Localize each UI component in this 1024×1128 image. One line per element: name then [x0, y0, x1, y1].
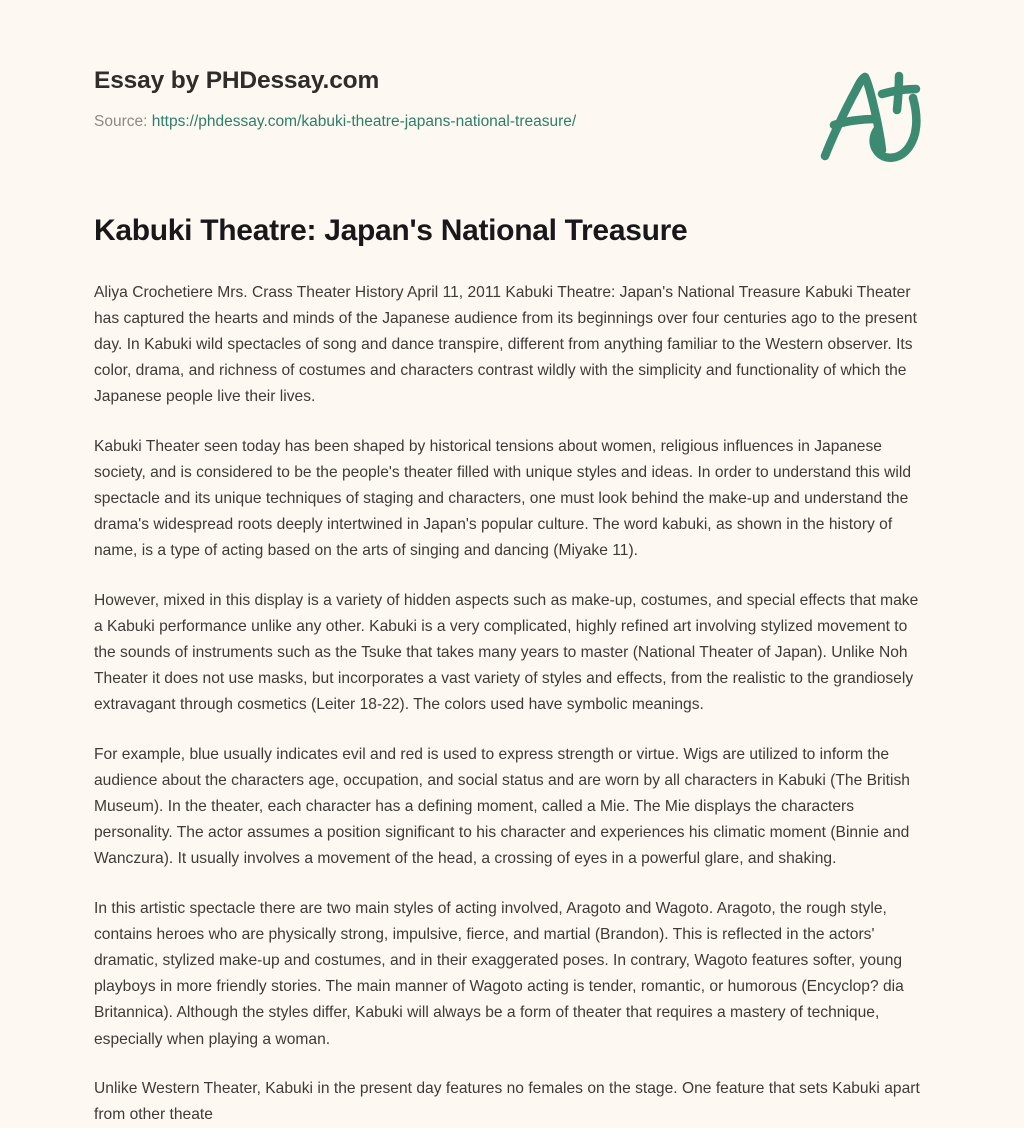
paragraph: For example, blue usually indicates evil and red is used to express strength or virtue. Wigs are utilized to inform the audience about the characters age, occupation, and social status and are worn by all characters in Kabuki (The British Museum). In the theater, each character has a defining moment, called a Mie. The Mie displays the characters personality. The actor assumes a position significant to his character and experiences his climatic moment (Binnie and Wanczura). It usually involves a movement of the head, a crossing of eyes in a powerful glare, and shaking. — [94, 742, 930, 873]
page-title: Kabuki Theatre: Japan's National Treasure — [94, 212, 930, 250]
a-plus-logo-svg — [812, 68, 930, 166]
page-header — [0, 0, 1024, 190]
paragraph: Kabuki Theater seen today has been shaped by historical tensions about women, religious influences in Japanese society, and is considered to be the people's theater filled with unique styles and ideas. In order to understand this wild spectacle and its unique techniques of staging and characters, one must look behind the make-up and understand the drama's widespread roots deeply intertwined in Japan's popular culture. The word kabuki, as shown in the history of name, is a type of acting based on the arts of singing and dancing (Miyake 11). — [94, 434, 930, 565]
paragraph: In this artistic spectacle there are two main styles of acting involved, Aragoto and Wagoto. Aragoto, the rough style, contains heroes who are physically strong, impulsive, fierce, and martial (Brandon). This is reflected in the actors' dramatic, stylized make-up and costumes, and in their exaggerated poses. In contrary, Wagoto features softer, young playboys in more friendly stories. The main manner of Wagoto acting is tender, romantic, or humorous (Encyclop? dia Britannica). Although the styles differ, Kabuki will always be a form of theater that requires a mastery of technique, especially when playing a woman. — [94, 896, 930, 1053]
article-container — [94, 212, 930, 1128]
source-line — [94, 112, 794, 132]
paragraph-truncated: Unlike Western Theater, Kabuki in the present day features no females on the stage. One feature that sets Kabuki apart from other theate — [94, 1076, 930, 1128]
paragraph: Aliya Crochetiere Mrs. Crass Theater History April 11, 2011 Kabuki Theatre: Japan's National Treasure Kabuki Theater has captured the hearts and minds of the Japanese audience from its beginnings over four centuries ago to the present day. In Kabuki wild spectacles of song and dance transpire, different from anything familiar to the Western observer. Its color, drama, and richness of costumes and characters contrast wildly with the simplicity and functionality of which the Japanese people live their lives. — [94, 280, 930, 411]
source-label: Source: — [94, 113, 147, 130]
brand-title: Essay by PHDessay.com — [94, 66, 794, 95]
brand-block — [94, 66, 794, 133]
article-body — [94, 280, 930, 1128]
source-url-link[interactable]: https://phdessay.com/kabuki-theatre-japans-national-treasure/ — [152, 113, 576, 130]
paragraph: However, mixed in this display is a variety of hidden aspects such as make-up, costumes, and special effects that make a Kabuki performance unlike any other. Kabuki is a very complicated, highly refined art involving stylized movement to the sounds of instruments such as the Tsuke that takes many years to master (National Theater of Japan). Unlike Noh Theater it does not use masks, but incorporates a vast variety of styles and effects, from the realistic to the grandiosely extravagant through cosmetics (Leiter 18-22). The colors used have symbolic meanings. — [94, 588, 930, 719]
a-plus-logo-icon — [812, 68, 930, 166]
